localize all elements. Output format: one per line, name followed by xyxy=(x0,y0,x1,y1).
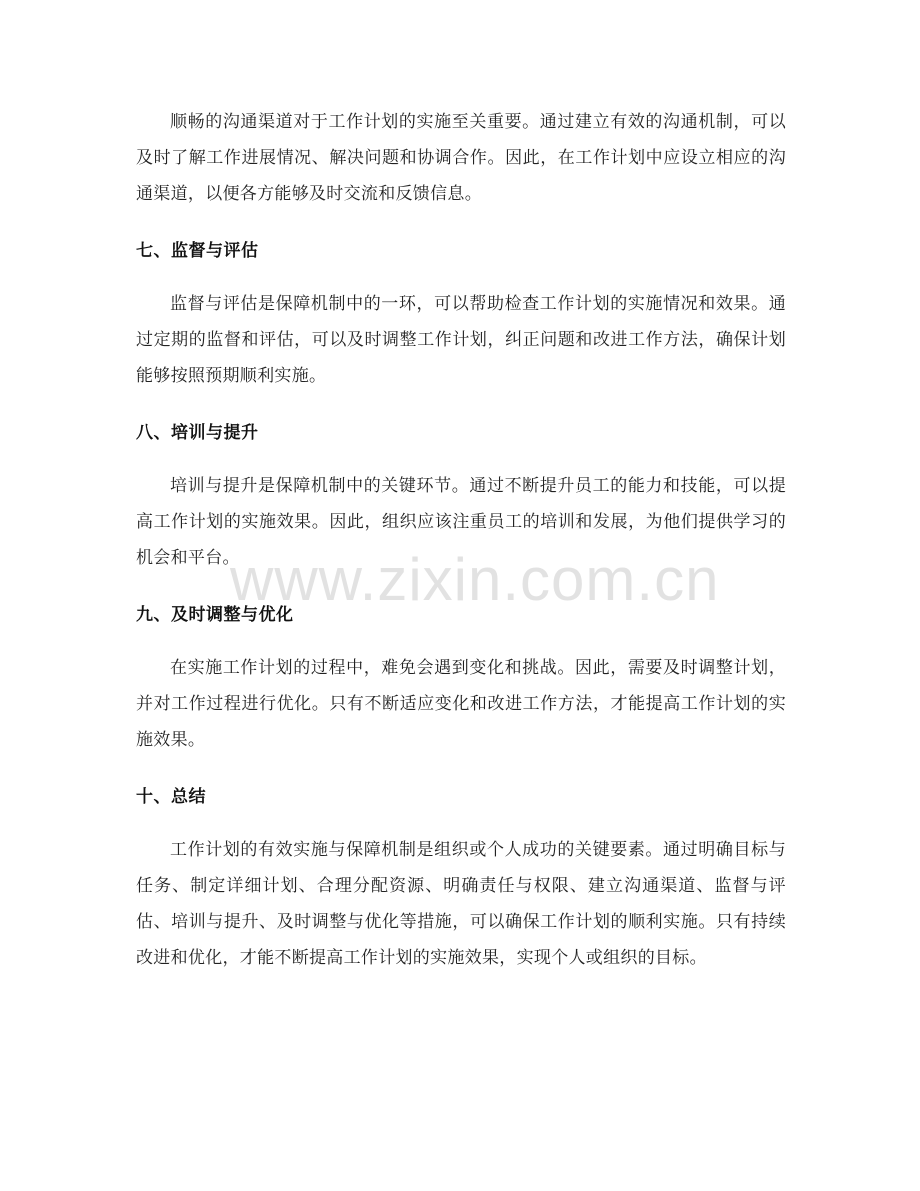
paragraph-training: 培训与提升是保障机制中的关键环节。通过不断提升员工的能力和技能，可以提高工作计划的实施效果。因此，组织应该注重员工的培训和发展，为他们提供学习的机会和平台。 xyxy=(136,476,786,568)
heading-summary: 十、总结 xyxy=(136,787,206,807)
document-body xyxy=(136,104,786,976)
paragraph-adjustment: 在实施工作计划的过程中，难免会遇到变化和挑战。因此，需要及时调整计划，并对工作过程进行优化。只有不断适应变化和改进工作方法，才能提高工作计划的实施效果。 xyxy=(136,658,786,750)
paragraph-supervision: 监督与评估是保障机制中的一环，可以帮助检查工作计划的实施情况和效果。通过定期的监督和评估，可以及时调整工作计划，纠正问题和改进工作方法，确保计划能够按照预期顺利实施。 xyxy=(136,294,786,386)
watermark: www.zixin.com.cn xyxy=(230,546,720,613)
heading-training: 八、培训与提升 xyxy=(136,423,259,443)
paragraph-summary: 工作计划的有效实施与保障机制是组织或个人成功的关键要素。通过明确目标与任务、制定详细计划、合理分配资源、明确责任与权限、建立沟通渠道、监督与评估、培训与提升、及时调整与优化等措施，可以确保工作计划的顺利实施。只有持续改进和优化，才能不断提高工作计划的实施效果，实现个人或组织的目标。 xyxy=(136,840,786,968)
paragraph-communication: 顺畅的沟通渠道对于工作计划的实施至关重要。通过建立有效的沟通机制，可以及时了解工作进展情况、解决问题和协调合作。因此，在工作计划中应设立相应的沟通渠道，以便各方能够及时交流和反馈信息。 xyxy=(136,112,786,204)
heading-adjustment: 九、及时调整与优化 xyxy=(136,605,294,625)
heading-supervision: 七、监督与评估 xyxy=(136,241,259,261)
